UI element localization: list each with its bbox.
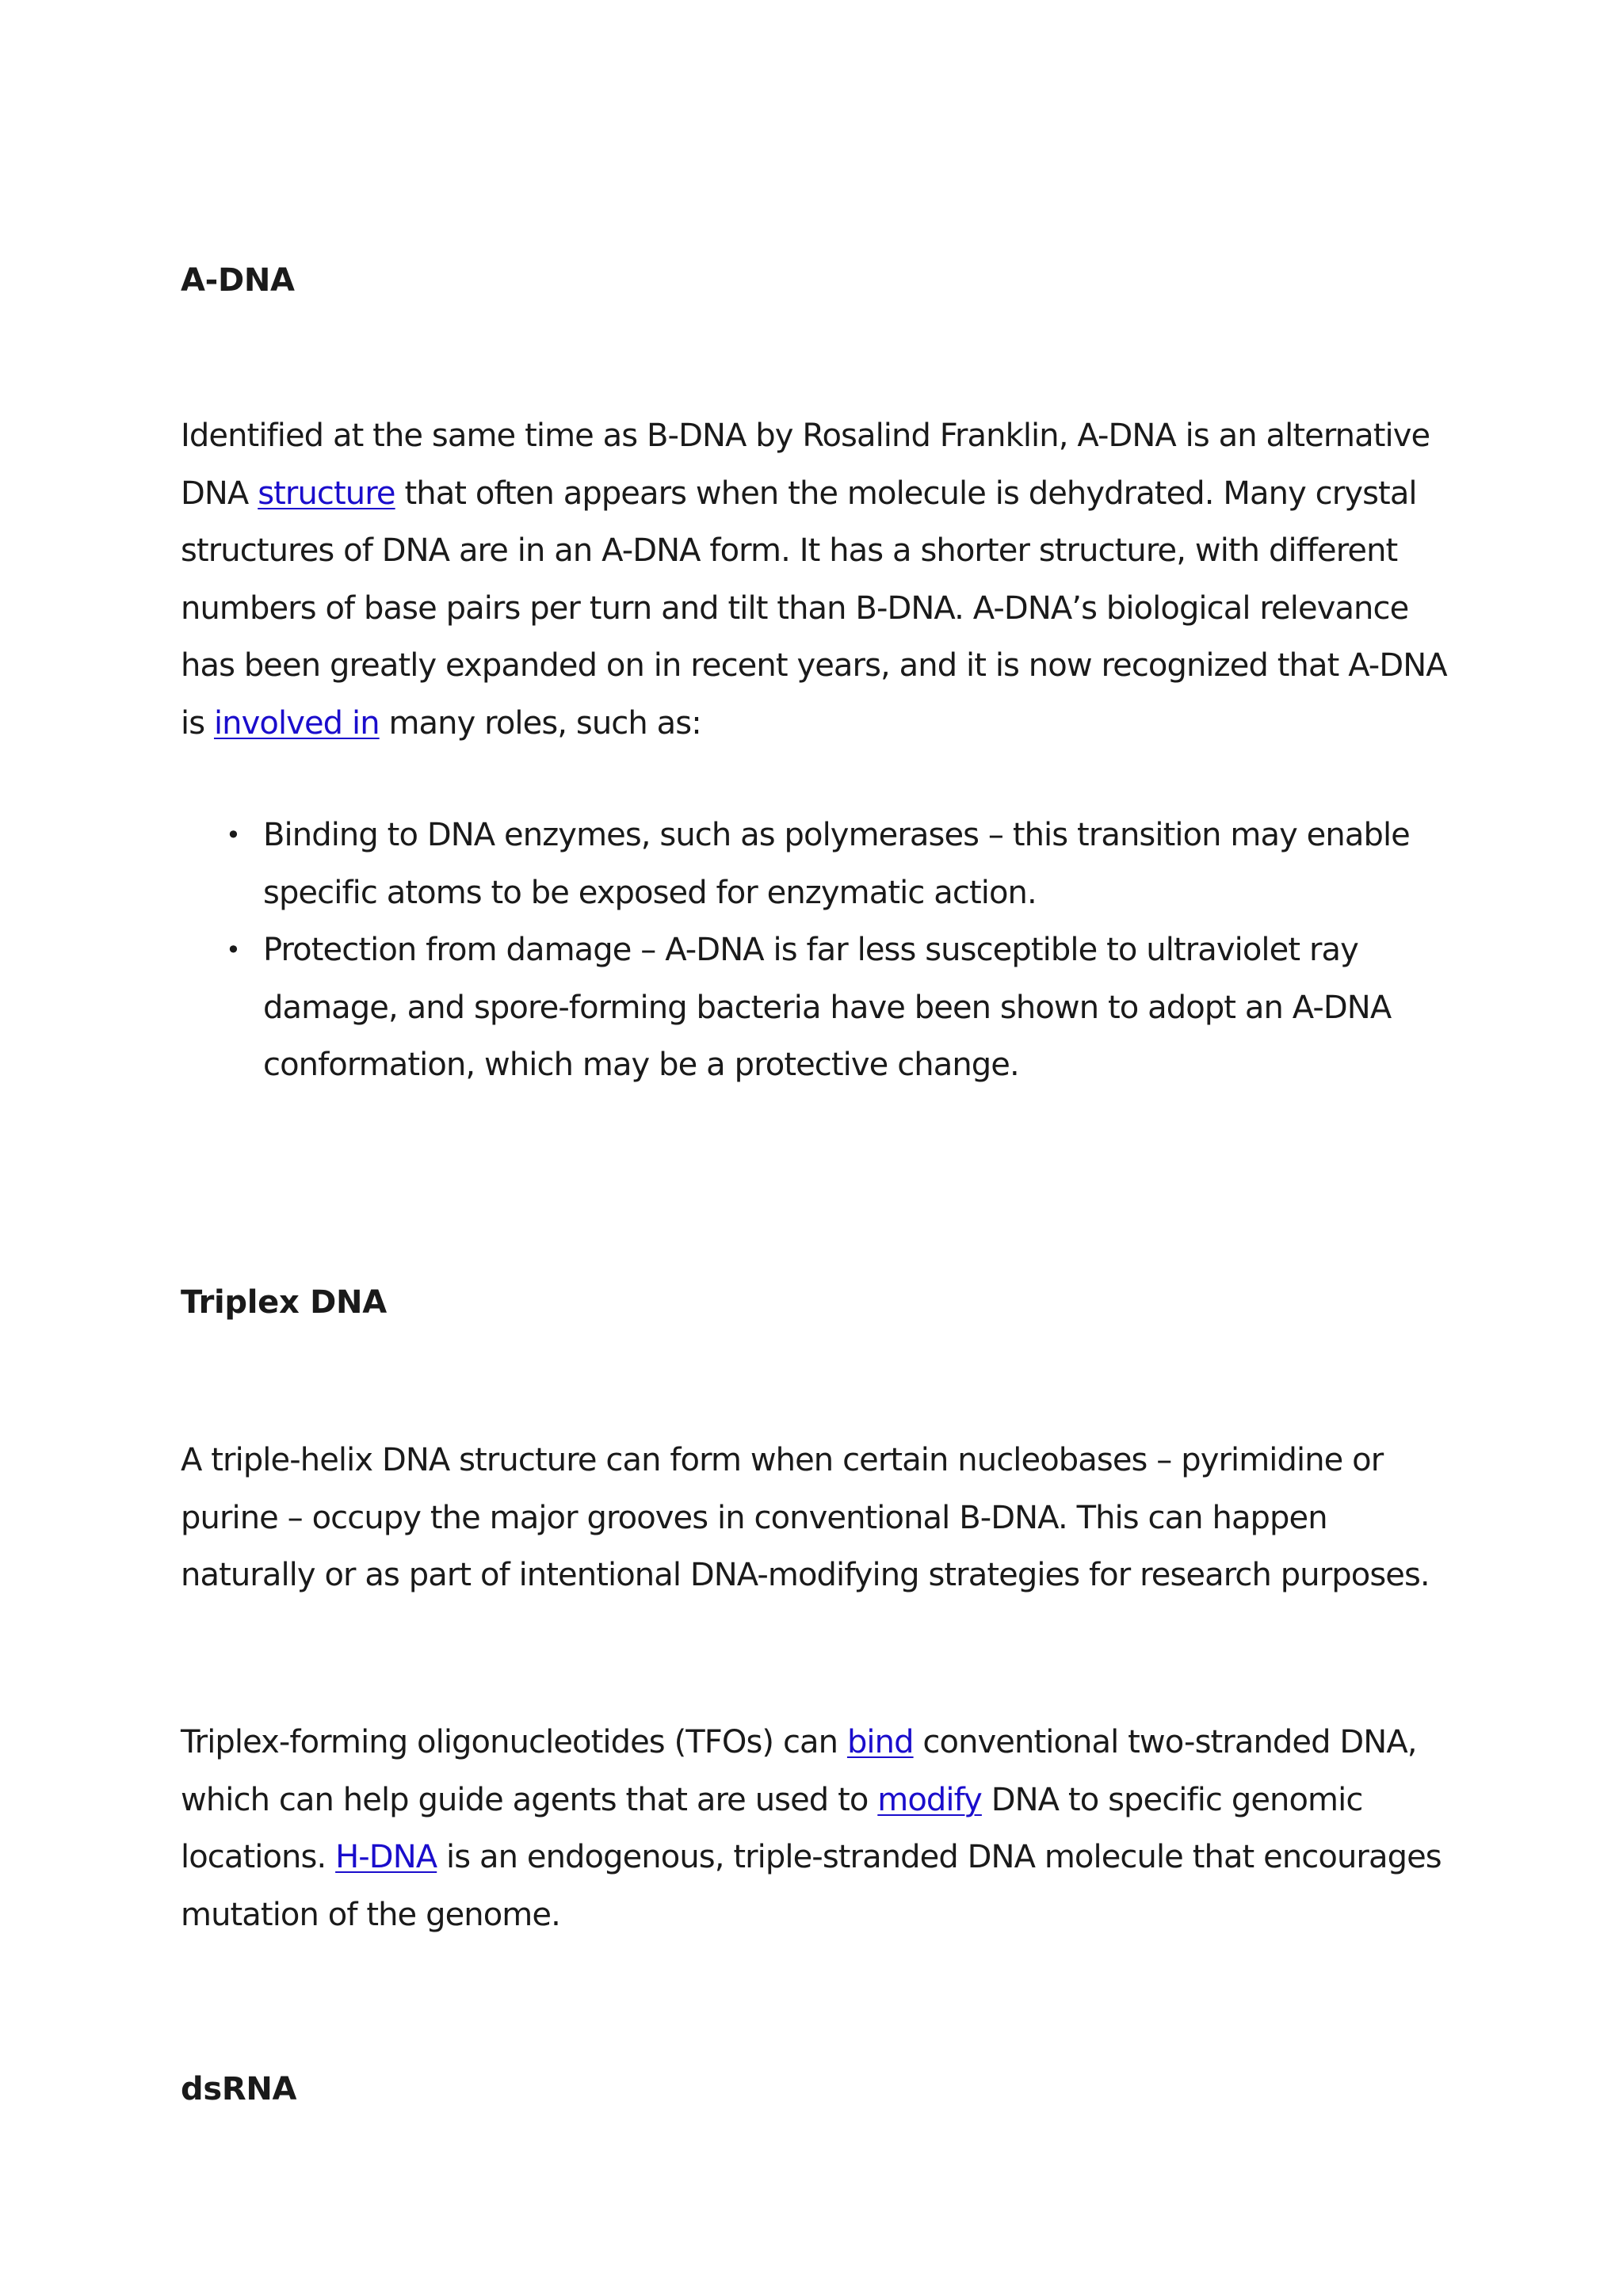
- text-line: damage, and spore-forming bacteria have been shown to adopt an A-DNA: [263, 989, 1392, 1026]
- text-line: which can help guide agents that are used to modify DNA to specific genomic: [181, 1781, 1363, 1818]
- text-line: naturally or as part of intentional DNA-modifying strategies for research purposes.: [181, 1557, 1430, 1593]
- heading-dsrna: dsRNA: [181, 2071, 297, 2107]
- text-line: locations. H-DNA is an endogenous, triple-stranded DNA molecule that encourages: [181, 1839, 1442, 1875]
- paragraph-tfo: [181, 1714, 1465, 1943]
- link-structure[interactable]: structure: [258, 475, 395, 512]
- list-item: [181, 807, 1465, 921]
- link-involved-in[interactable]: involved in: [213, 704, 380, 742]
- text-line: purine – occupy the major grooves in conventional B-DNA. This can happen: [181, 1499, 1327, 1536]
- paragraph-triplex-intro: [181, 1432, 1465, 1604]
- a-dna-roles-list: [181, 807, 1465, 1094]
- text-line: A triple-helix DNA structure can form when certain nucleobases – pyrimidine or: [181, 1442, 1384, 1478]
- text-line: Triplex-forming oligonucleotides (TFOs) can bind conventional two-stranded DNA,: [181, 1724, 1417, 1760]
- text-line: conformation, which may be a protective change.: [263, 1047, 1019, 1083]
- text-line: numbers of base pairs per turn and tilt than B-DNA. A-DNA’s biological relevance: [181, 589, 1409, 627]
- bullet-icon: •: [226, 935, 240, 965]
- text-line: has been greatly expanded on in recent years, and it is now recognized that A-DNA: [181, 647, 1447, 684]
- heading-a-dna: A-DNA: [181, 262, 295, 299]
- text-line: structures of DNA are in an A-DNA form. It has a shorter structure, with different: [181, 532, 1398, 569]
- list-item: [181, 921, 1465, 1094]
- paragraph-a-dna-intro: [181, 407, 1465, 752]
- text-line: specific atoms to be exposed for enzymatic action.: [263, 874, 1037, 911]
- text-line: Binding to DNA enzymes, such as polymerases – this transition may enable: [263, 817, 1410, 853]
- link-bind[interactable]: bind: [846, 1724, 914, 1760]
- bullet-icon: •: [226, 820, 240, 850]
- text-line: Identified at the same time as B-DNA by Rosalind Franklin, A-DNA is an alternative: [181, 418, 1430, 454]
- text-line: DNA structure that often appears when the molecule is dehydrated. Many crystal: [181, 475, 1417, 512]
- text-line: is involved in many roles, such as:: [181, 704, 701, 742]
- link-h-dna[interactable]: H-DNA: [335, 1839, 437, 1875]
- link-modify[interactable]: modify: [877, 1781, 982, 1818]
- heading-triplex-dna: Triplex DNA: [181, 1284, 387, 1321]
- text-line: mutation of the genome.: [181, 1896, 560, 1933]
- text-line: Protection from damage – A-DNA is far less susceptible to ultraviolet ray: [263, 932, 1358, 968]
